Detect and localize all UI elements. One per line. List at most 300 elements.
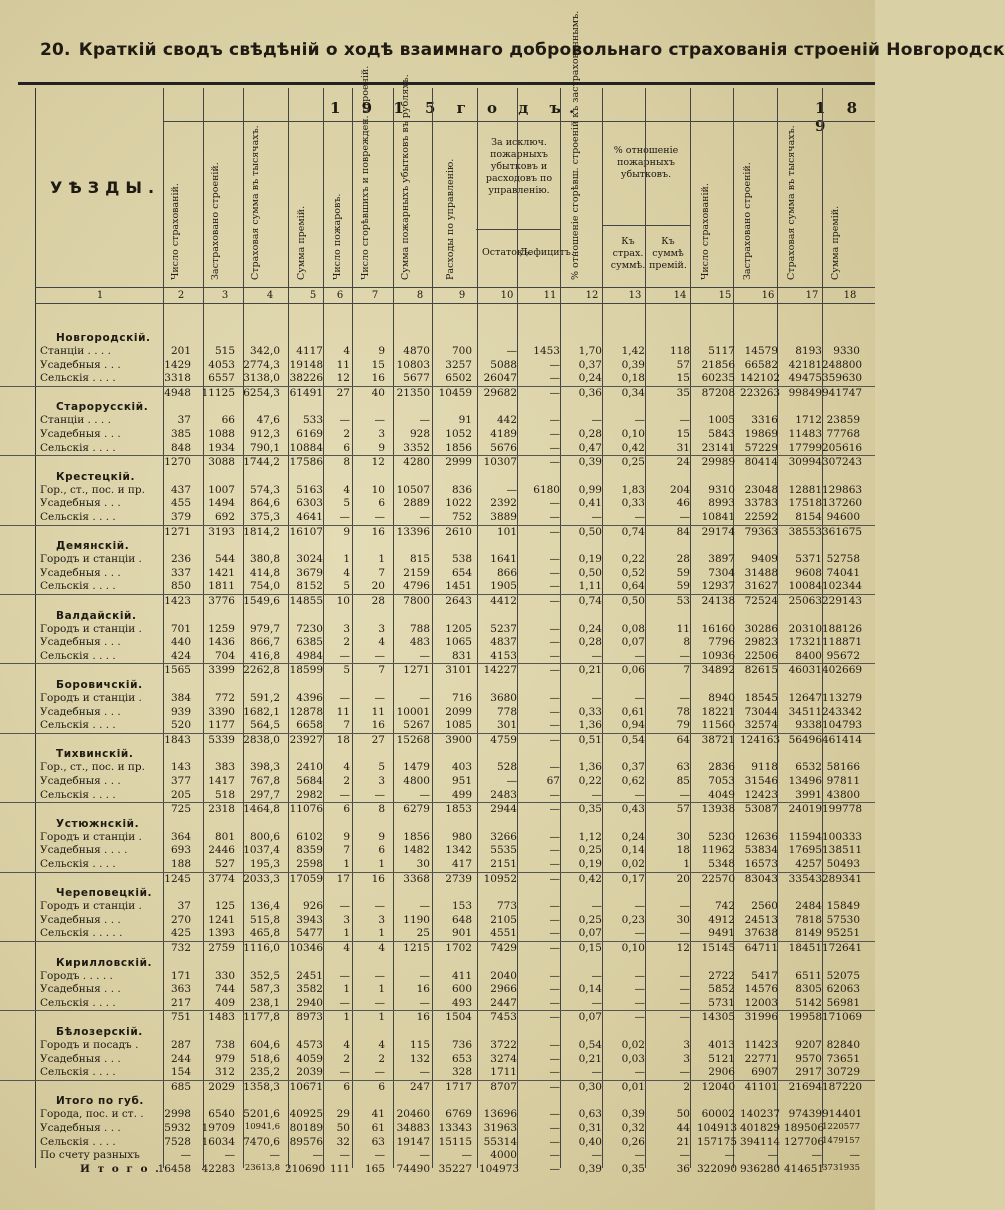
cell-value: 1	[343, 858, 350, 870]
column-number: 9	[458, 290, 466, 301]
cell-value: 648	[451, 913, 472, 926]
column-header: Къ суммѣ премій.	[649, 236, 687, 271]
column-number: 17	[805, 290, 819, 301]
cell-value: 91	[458, 414, 472, 427]
cell-value: 2483	[490, 788, 517, 801]
cell-value: 12881	[788, 483, 822, 496]
cell-value: 80414	[744, 456, 778, 469]
cell-value: 16	[371, 872, 385, 885]
cell-value: 0,21	[578, 1052, 602, 1065]
cell-value: 375,3	[249, 511, 280, 523]
cell-value: 47,6	[256, 414, 280, 427]
cell-value: 1215	[403, 942, 430, 954]
cell-value: 2838,0	[243, 733, 280, 746]
cell-value: 5477	[296, 927, 323, 940]
cell-value: 1453	[533, 345, 560, 357]
cell-value: 1711	[490, 1066, 517, 1079]
cell-value: 850	[170, 580, 191, 593]
cell-value: —	[549, 636, 560, 649]
cell-value: 926	[302, 900, 323, 913]
cell-value: 0,39	[621, 358, 645, 371]
cell-value: 330	[214, 969, 235, 982]
cell-value: 928	[409, 428, 430, 440]
cell-value: —	[549, 983, 560, 996]
cell-value: 12040	[701, 1080, 735, 1093]
cell-value: —	[374, 649, 385, 662]
cell-value: 1,36	[578, 761, 602, 774]
cell-value: 14579	[744, 345, 778, 357]
cell-value: 342,0	[249, 345, 280, 357]
cell-value: 6	[378, 1080, 385, 1093]
cell-value: 3776	[208, 595, 235, 607]
table-row	[0, 1039, 875, 1053]
cell-value: 914401	[822, 1108, 863, 1121]
cell-value: 14855	[289, 595, 323, 607]
cell-value: 0,33	[578, 705, 602, 718]
cell-value: 0,51	[578, 733, 602, 746]
district-total-row	[0, 1080, 875, 1095]
cell-value: 9	[343, 830, 350, 843]
cell-value: 16160	[701, 622, 735, 635]
cell-value: 4053	[208, 358, 235, 371]
column-number: 3	[221, 290, 229, 301]
cell-value: —	[679, 788, 690, 801]
column-number: 1	[96, 290, 104, 301]
cell-value: 4	[343, 942, 350, 954]
cell-value: 171	[170, 969, 191, 982]
cell-value: 6102	[296, 830, 323, 843]
cell-value: 5237	[490, 622, 517, 635]
cell-value: 7453	[490, 1011, 517, 1024]
cell-value: 2262,8	[243, 664, 280, 677]
cell-value: 518,6	[249, 1052, 280, 1065]
cell-value: 62063	[826, 983, 860, 996]
table-row	[0, 789, 875, 803]
cell-value: 1479157	[822, 1135, 860, 1146]
cell-value: 1	[683, 858, 690, 870]
cell-value: 2484	[795, 900, 822, 913]
column-number: 5	[309, 290, 317, 301]
cell-value: 5677	[403, 372, 430, 385]
cell-value: —	[549, 566, 560, 579]
cell-value: —	[634, 983, 645, 996]
cell-value: 2643	[445, 595, 472, 607]
cell-value: 4796	[403, 580, 430, 593]
cell-value: 499	[451, 788, 472, 801]
cell-value: —	[549, 969, 560, 982]
cell-value: 35	[676, 386, 690, 399]
cell-value: 40	[371, 386, 385, 399]
district-heading: Боровичскій.	[56, 679, 143, 691]
cell-value: 23048	[744, 483, 778, 496]
cell-value: 129863	[822, 483, 863, 496]
cell-value: 9570	[795, 1052, 822, 1065]
cell-value: 10307	[483, 456, 517, 469]
cell-value: 18221	[701, 705, 735, 718]
cell-value: 788	[409, 622, 430, 635]
cell-value: 1482	[403, 844, 430, 857]
cell-value: 19958	[788, 1011, 822, 1024]
row-label: Городъ и станціи .	[40, 622, 142, 635]
column-header: Остатокъ.	[482, 247, 533, 258]
cell-value: 1177,8	[243, 1011, 280, 1024]
cell-value: 4837	[490, 636, 517, 649]
row-label: Усадебныя . . .	[40, 775, 121, 787]
cell-value: —	[634, 649, 645, 662]
cell-value: 2151	[490, 858, 517, 870]
cell-value: 527	[214, 858, 235, 870]
cell-value: 21856	[701, 358, 735, 371]
cell-value: 8149	[795, 927, 822, 940]
cell-value: —	[549, 649, 560, 662]
cell-value: 1	[343, 1011, 350, 1024]
cell-value: 235,2	[249, 1066, 280, 1079]
cell-value: 520	[170, 719, 191, 732]
cell-value: 4984	[296, 649, 323, 662]
cell-value: 4641	[296, 511, 323, 523]
cell-value: 3138,0	[243, 372, 280, 385]
cell-value: 87208	[701, 386, 735, 399]
district-total-row	[0, 386, 875, 401]
cell-value: 2940	[296, 996, 323, 1009]
cell-value: 11594	[788, 830, 822, 843]
cell-value: 2	[343, 775, 350, 787]
cell-value: 57530	[826, 913, 860, 926]
column-header: Страховая сумма въ тысячахъ.	[786, 125, 797, 280]
cell-value: 24513	[744, 913, 778, 926]
cell-value: —	[549, 900, 560, 913]
cell-value: 188	[170, 858, 191, 870]
cell-value: 1479	[403, 761, 430, 774]
cell-value: 1483	[208, 1011, 235, 1024]
cell-value: 1205	[445, 622, 472, 635]
cell-value: 1934	[208, 441, 235, 454]
cell-value: 7304	[708, 566, 735, 579]
cell-value: 0,50	[578, 525, 602, 538]
cell-value: 1	[378, 927, 385, 940]
cell-value: 0,19	[578, 553, 602, 566]
cell-value: 238,1	[249, 996, 280, 1009]
cell-value: 0,14	[621, 844, 645, 857]
cell-value: 4396	[296, 692, 323, 704]
column-number: 7	[371, 290, 379, 301]
cell-value: 6303	[296, 497, 323, 510]
cell-value: 0,39	[578, 1162, 602, 1175]
row-label: Усадебныя . . .	[40, 1052, 121, 1065]
cell-value: 0,18	[621, 372, 645, 385]
cell-value: 27	[371, 733, 385, 746]
cell-value: 4	[343, 761, 350, 774]
cell-value: —	[549, 1108, 560, 1121]
cell-value: 4	[343, 1039, 350, 1051]
row-label: Гор., ст., пос. и пр.	[40, 761, 145, 774]
cell-value: 359630	[822, 372, 863, 385]
cell-value: —	[374, 1149, 385, 1162]
cell-value: 1,83	[621, 483, 645, 496]
cell-value: 4280	[403, 456, 430, 469]
cell-value: 361675	[822, 525, 863, 538]
cell-value: 64711	[744, 942, 778, 954]
cell-value: 4948	[164, 386, 191, 399]
cell-value: —	[724, 1149, 735, 1162]
cell-value: 16	[416, 1011, 430, 1024]
column-number: 4	[266, 290, 274, 301]
cell-value: —	[374, 692, 385, 704]
cell-value: 2446	[208, 844, 235, 857]
cell-value: 437	[170, 483, 191, 496]
cell-value: 11	[336, 705, 350, 718]
cell-value: 307243	[822, 456, 863, 469]
row-label: Городъ и станціи .	[40, 553, 142, 566]
cell-value: 716	[451, 692, 472, 704]
cell-value: 12937	[701, 580, 735, 593]
cell-value: 79363	[744, 525, 778, 538]
cell-value: —	[374, 900, 385, 913]
cell-value: 236	[170, 553, 191, 566]
cell-value: 100333	[822, 830, 863, 843]
row-label: Усадебныя . . .	[40, 497, 121, 510]
cell-value: 1358,3	[243, 1080, 280, 1093]
cell-value: —	[634, 900, 645, 913]
column-number: 14	[673, 290, 687, 301]
cell-value: —	[549, 830, 560, 843]
cell-value: —	[419, 788, 430, 801]
cell-value: —	[374, 414, 385, 427]
table-row	[0, 983, 875, 997]
cell-value: 0,39	[578, 456, 602, 469]
column-header: Застраховано строеній.	[742, 162, 753, 280]
cell-value: 0,25	[621, 456, 645, 469]
cell-value: —	[591, 996, 602, 1009]
cell-value: 7528	[164, 1135, 191, 1148]
cell-value: 79	[676, 719, 690, 732]
cell-value: 2889	[403, 497, 430, 510]
cell-value: 46031	[788, 664, 822, 677]
cell-value: 416,8	[249, 649, 280, 662]
column-number: 11	[543, 290, 557, 301]
cell-value: 85	[676, 775, 690, 787]
cell-value: 30	[676, 913, 690, 926]
cell-value: 10884	[289, 441, 323, 454]
cell-value: 0,74	[621, 525, 645, 538]
cell-value: —	[679, 900, 690, 913]
cell-value: —	[591, 511, 602, 523]
cell-value: 154	[170, 1066, 191, 1079]
column-number: 6	[336, 290, 344, 301]
cell-value: 23859	[826, 414, 860, 427]
cell-value: 7	[343, 844, 350, 857]
cell-value: —	[549, 428, 560, 440]
cell-value: 38226	[289, 372, 323, 385]
cell-value: 0,40	[578, 1135, 602, 1148]
district-heading: Бѣлозерскій.	[56, 1026, 143, 1038]
cell-value: 12636	[744, 830, 778, 843]
cell-value: —	[419, 1149, 430, 1162]
cell-value: 0,24	[578, 622, 602, 635]
cell-value: 40925	[289, 1108, 323, 1121]
cell-value: 866	[496, 566, 517, 579]
cell-value: 20310	[788, 622, 822, 635]
cell-value: 16573	[744, 858, 778, 870]
column-header: Расходы по управленію.	[445, 158, 456, 280]
cell-value: 3316	[751, 414, 778, 427]
cell-value: 5731	[708, 996, 735, 1009]
district-total-row	[0, 663, 875, 678]
cell-value: 72524	[744, 595, 778, 607]
cell-value: 6532	[795, 761, 822, 774]
cell-value: 44	[676, 1122, 690, 1134]
cell-value: 0,24	[621, 830, 645, 843]
cell-value: 52758	[826, 553, 860, 566]
cell-value: 124163	[740, 733, 781, 746]
cell-value: 383	[214, 761, 235, 774]
cell-value: —	[549, 913, 560, 926]
cell-value: —	[767, 1149, 778, 1162]
cell-value: —	[419, 649, 430, 662]
cell-value: 1,36	[578, 719, 602, 732]
cell-value: 104793	[822, 719, 863, 732]
cell-value: 8	[378, 803, 385, 816]
column-header: Число пожаровъ.	[332, 193, 343, 280]
cell-value: 3582	[296, 983, 323, 996]
cell-value: 0,62	[621, 775, 645, 787]
cell-value: 16	[371, 372, 385, 385]
cell-value: 7800	[403, 595, 430, 607]
cell-value: 6	[378, 497, 385, 510]
cell-value: —	[549, 664, 560, 677]
cell-value: 2040	[490, 969, 517, 982]
cell-value: 2759	[208, 942, 235, 954]
cell-value: 19869	[744, 428, 778, 440]
table-row	[0, 1149, 875, 1163]
cell-value: 384	[170, 692, 191, 704]
cell-value: 137260	[822, 497, 863, 510]
cell-value: 50	[336, 1122, 350, 1134]
cell-value: 73044	[744, 705, 778, 718]
cell-value: 14305	[701, 1011, 735, 1024]
cell-value: 5117	[708, 345, 735, 357]
cell-value: 3274	[490, 1052, 517, 1065]
cell-value: 411	[451, 969, 472, 982]
cell-value: —	[591, 649, 602, 662]
cell-value: 5371	[795, 553, 822, 566]
cell-value: 2560	[751, 900, 778, 913]
cell-value: —	[679, 1066, 690, 1079]
cell-value: 6169	[296, 428, 323, 440]
cell-value: —	[549, 872, 560, 885]
cell-value: 5121	[708, 1052, 735, 1065]
column-header: Сумма премій.	[296, 205, 307, 280]
row-rule	[35, 287, 875, 288]
cell-value: 53087	[744, 803, 778, 816]
cell-value: 0,10	[621, 428, 645, 440]
cell-value: —	[419, 1066, 430, 1079]
cell-value: 815	[409, 553, 430, 566]
cell-value: 8707	[490, 1080, 517, 1093]
row-label: И т о г о .	[80, 1162, 161, 1175]
cell-value: 5088	[490, 358, 517, 371]
cell-value: 15115	[438, 1135, 472, 1148]
column-number: 12	[585, 290, 599, 301]
cell-value: 29174	[701, 525, 735, 538]
district-heading: Устюжнскій.	[56, 817, 140, 830]
cell-value: 17	[336, 872, 350, 885]
cell-value: 52075	[826, 969, 860, 982]
cell-value: 751	[170, 1011, 191, 1024]
cell-value: 13696	[483, 1108, 517, 1121]
cell-value: 1,42	[621, 345, 645, 357]
cell-value: 189506	[784, 1122, 825, 1134]
row-label: Усадебныя . . .	[40, 358, 121, 371]
cell-value: 301	[496, 719, 517, 732]
district-heading: Крестецкій.	[56, 470, 136, 483]
cell-value: 17321	[788, 636, 822, 649]
cell-value: —	[679, 983, 690, 996]
cell-value: 84	[676, 525, 690, 538]
cell-value: 4257	[795, 858, 822, 870]
table-row	[0, 428, 875, 442]
cell-value: —	[549, 1149, 560, 1162]
cell-value: 0,02	[621, 1039, 645, 1051]
cell-value: 2598	[296, 858, 323, 870]
cell-value: 2	[378, 1052, 385, 1065]
cell-value: 118871	[822, 636, 863, 649]
cell-value: —	[419, 414, 430, 427]
cell-value: 6254,3	[243, 386, 280, 399]
row-label: По счету разныхъ	[40, 1149, 140, 1162]
cell-value: 939	[170, 705, 191, 718]
cell-value: —	[549, 553, 560, 566]
cell-value: 143	[170, 761, 191, 774]
cell-value: 10952	[483, 872, 517, 885]
cell-value: 6658	[296, 719, 323, 732]
cell-value: 7	[343, 719, 350, 732]
cell-value: 0,63	[578, 1108, 602, 1121]
cell-value: —	[312, 1149, 323, 1162]
cell-value: 4	[378, 636, 385, 649]
table-row	[0, 706, 875, 720]
cell-value: 38553	[788, 525, 822, 538]
cell-value: 4870	[403, 345, 430, 357]
cell-value: 21350	[396, 386, 430, 399]
row-label: Усадебныя . . . .	[40, 844, 128, 857]
cell-value: 63	[676, 761, 690, 774]
row-label: Гор., ст., пос. и пр.	[40, 483, 145, 496]
cell-value: 8940	[708, 692, 735, 704]
cell-value: 287	[170, 1039, 191, 1051]
cell-value: 17799	[788, 441, 822, 454]
cell-value: 77768	[826, 428, 860, 440]
cell-value: 57	[676, 803, 690, 816]
cell-value: 8359	[296, 844, 323, 857]
cell-value: 1682,1	[243, 705, 280, 718]
cell-value: 205616	[822, 441, 863, 454]
cell-value: 0,54	[621, 733, 645, 746]
cell-value: 56981	[826, 996, 860, 1009]
year-heading-left: 1 9 1 5 г о д ъ.	[330, 99, 583, 117]
cell-value: 0,42	[578, 872, 602, 885]
cell-value: 6557	[208, 372, 235, 385]
cell-value: 0,54	[578, 1039, 602, 1051]
table-row	[0, 553, 875, 567]
cell-value: 440	[170, 636, 191, 649]
row-label: Усадебныя . . .	[40, 705, 121, 718]
row-label: Городъ и посадъ .	[40, 1039, 139, 1051]
cell-value: 4800	[403, 775, 430, 787]
cell-value: 515	[214, 345, 235, 357]
cell-value: 754,0	[249, 580, 280, 593]
cell-value: 4551	[490, 927, 517, 940]
